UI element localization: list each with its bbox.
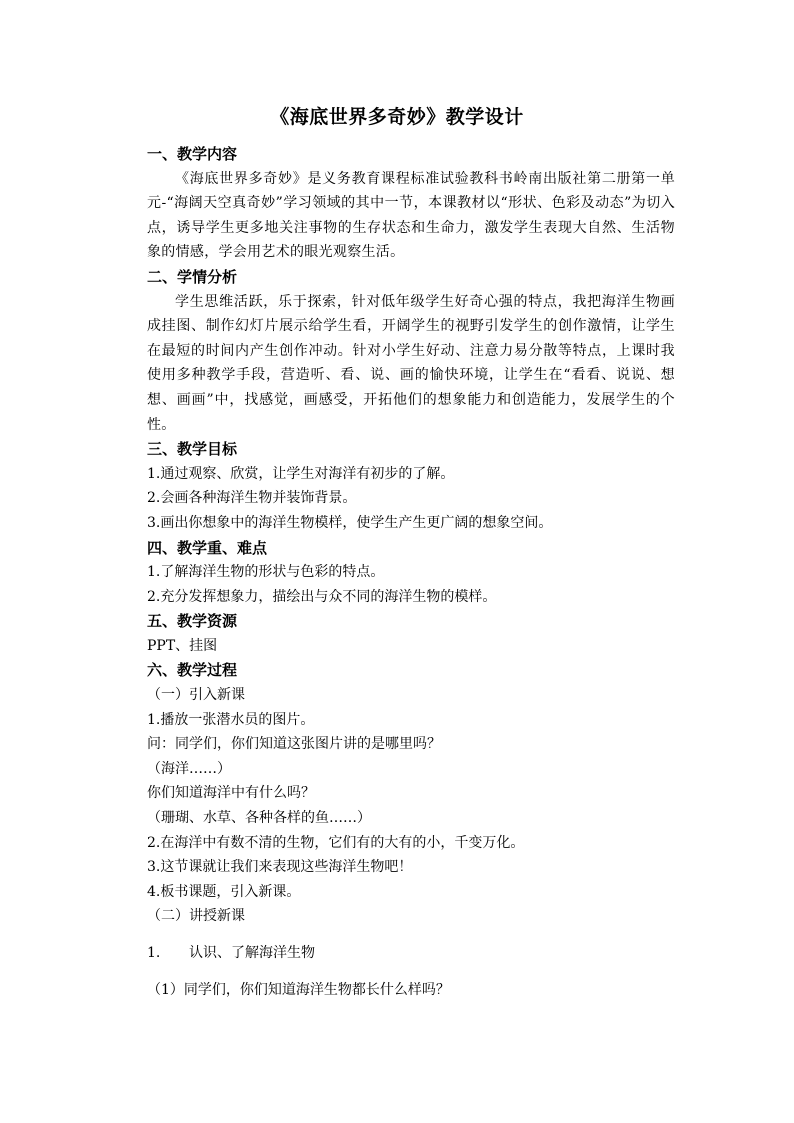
process-line: 问：同学们，你们知道这张图片讲的是哪里吗？ <box>147 736 441 753</box>
subsection-heading-intro: （一）引入新课 <box>147 687 245 704</box>
subsection-heading-new-lesson: （二）讲授新课 <box>147 908 245 925</box>
document-title: 《海底世界多奇妙》教学设计 <box>270 106 524 128</box>
resource-item: PPT、挂图 <box>147 637 218 654</box>
key-point-item: 1.了解海洋生物的形状与色彩的特点。 <box>147 564 385 581</box>
document-body <box>147 142 675 1002</box>
step-item <box>147 941 675 966</box>
spacer <box>147 929 675 941</box>
section-heading-content: 一、教学内容 <box>147 145 238 163</box>
question-line: （1）同学们，你们知道海洋生物都长什么样吗？ <box>147 981 450 998</box>
section-paragraph-content: 《海底世界多奇妙》是义务教育课程标准试验教科书岭南出版社第二册第一单元-“海阔天空真奇妙”学习领域的其中一节，本课教材以“形状、色彩及动态”为切入点，诱导学生更多地关注事物的生存状态和生命力，激发学生表现大自然、生活物象的情感，学会用艺术的眼光观察生活。 <box>147 170 675 261</box>
process-line: 2.在海洋中有数不清的生物，它们有的大有的小，千变万化。 <box>147 834 525 851</box>
process-line: 4.板书课题，引入新课。 <box>147 883 301 900</box>
process-line: （海洋……） <box>147 760 231 777</box>
section-heading-process: 六、教学过程 <box>147 661 238 680</box>
section-heading-goals: 三、教学目标 <box>147 440 238 459</box>
step-number: 1. <box>147 945 161 961</box>
section-paragraph-analysis: 学生思维活跃，乐于探索，针对低年级学生好奇心强的特点，我把海洋生物画成挂图、制作幻灯片展示给学生看，开阔学生的视野引发学生的创作激情，让学生在最短的时间内产生创作冲动。针对小学生好动、注意力易分散等特点，上课时我使用多种教学手段，营造听、看、说、画的愉快环境，让学生在“看看、说说、想想、画画”中，找感觉，画感受，开拓他们的想象能力和创造能力，发展学生的个性。 <box>147 293 675 433</box>
goal-item: 1.通过观察、欣赏，让学生对海洋有初步的了解。 <box>147 465 455 482</box>
spacer <box>147 966 675 978</box>
section-heading-resources: 五、教学资源 <box>147 612 238 631</box>
step-text: 认识、了解海洋生物 <box>189 945 315 961</box>
goal-item: 2.会画各种海洋生物并装饰背景。 <box>147 490 357 507</box>
goal-item: 3.画出你想象中的海洋生物模样，使学生产生更广阔的想象空间。 <box>147 514 553 531</box>
process-line: 1.播放一张潜水员的图片。 <box>147 711 315 728</box>
section-heading-key-points: 四、教学重、难点 <box>147 538 268 557</box>
section-heading-analysis: 二、学情分析 <box>147 267 238 286</box>
process-line: 你们知道海洋中有什么吗？ <box>147 785 315 802</box>
process-line: （珊瑚、水草、各种各样的鱼……） <box>147 810 371 827</box>
key-point-item: 2.充分发挥想象力，描绘出与众不同的海洋生物的模样。 <box>147 588 497 605</box>
process-line: 3.这节课就让我们来表现这些海洋生物吧！ <box>147 859 413 876</box>
